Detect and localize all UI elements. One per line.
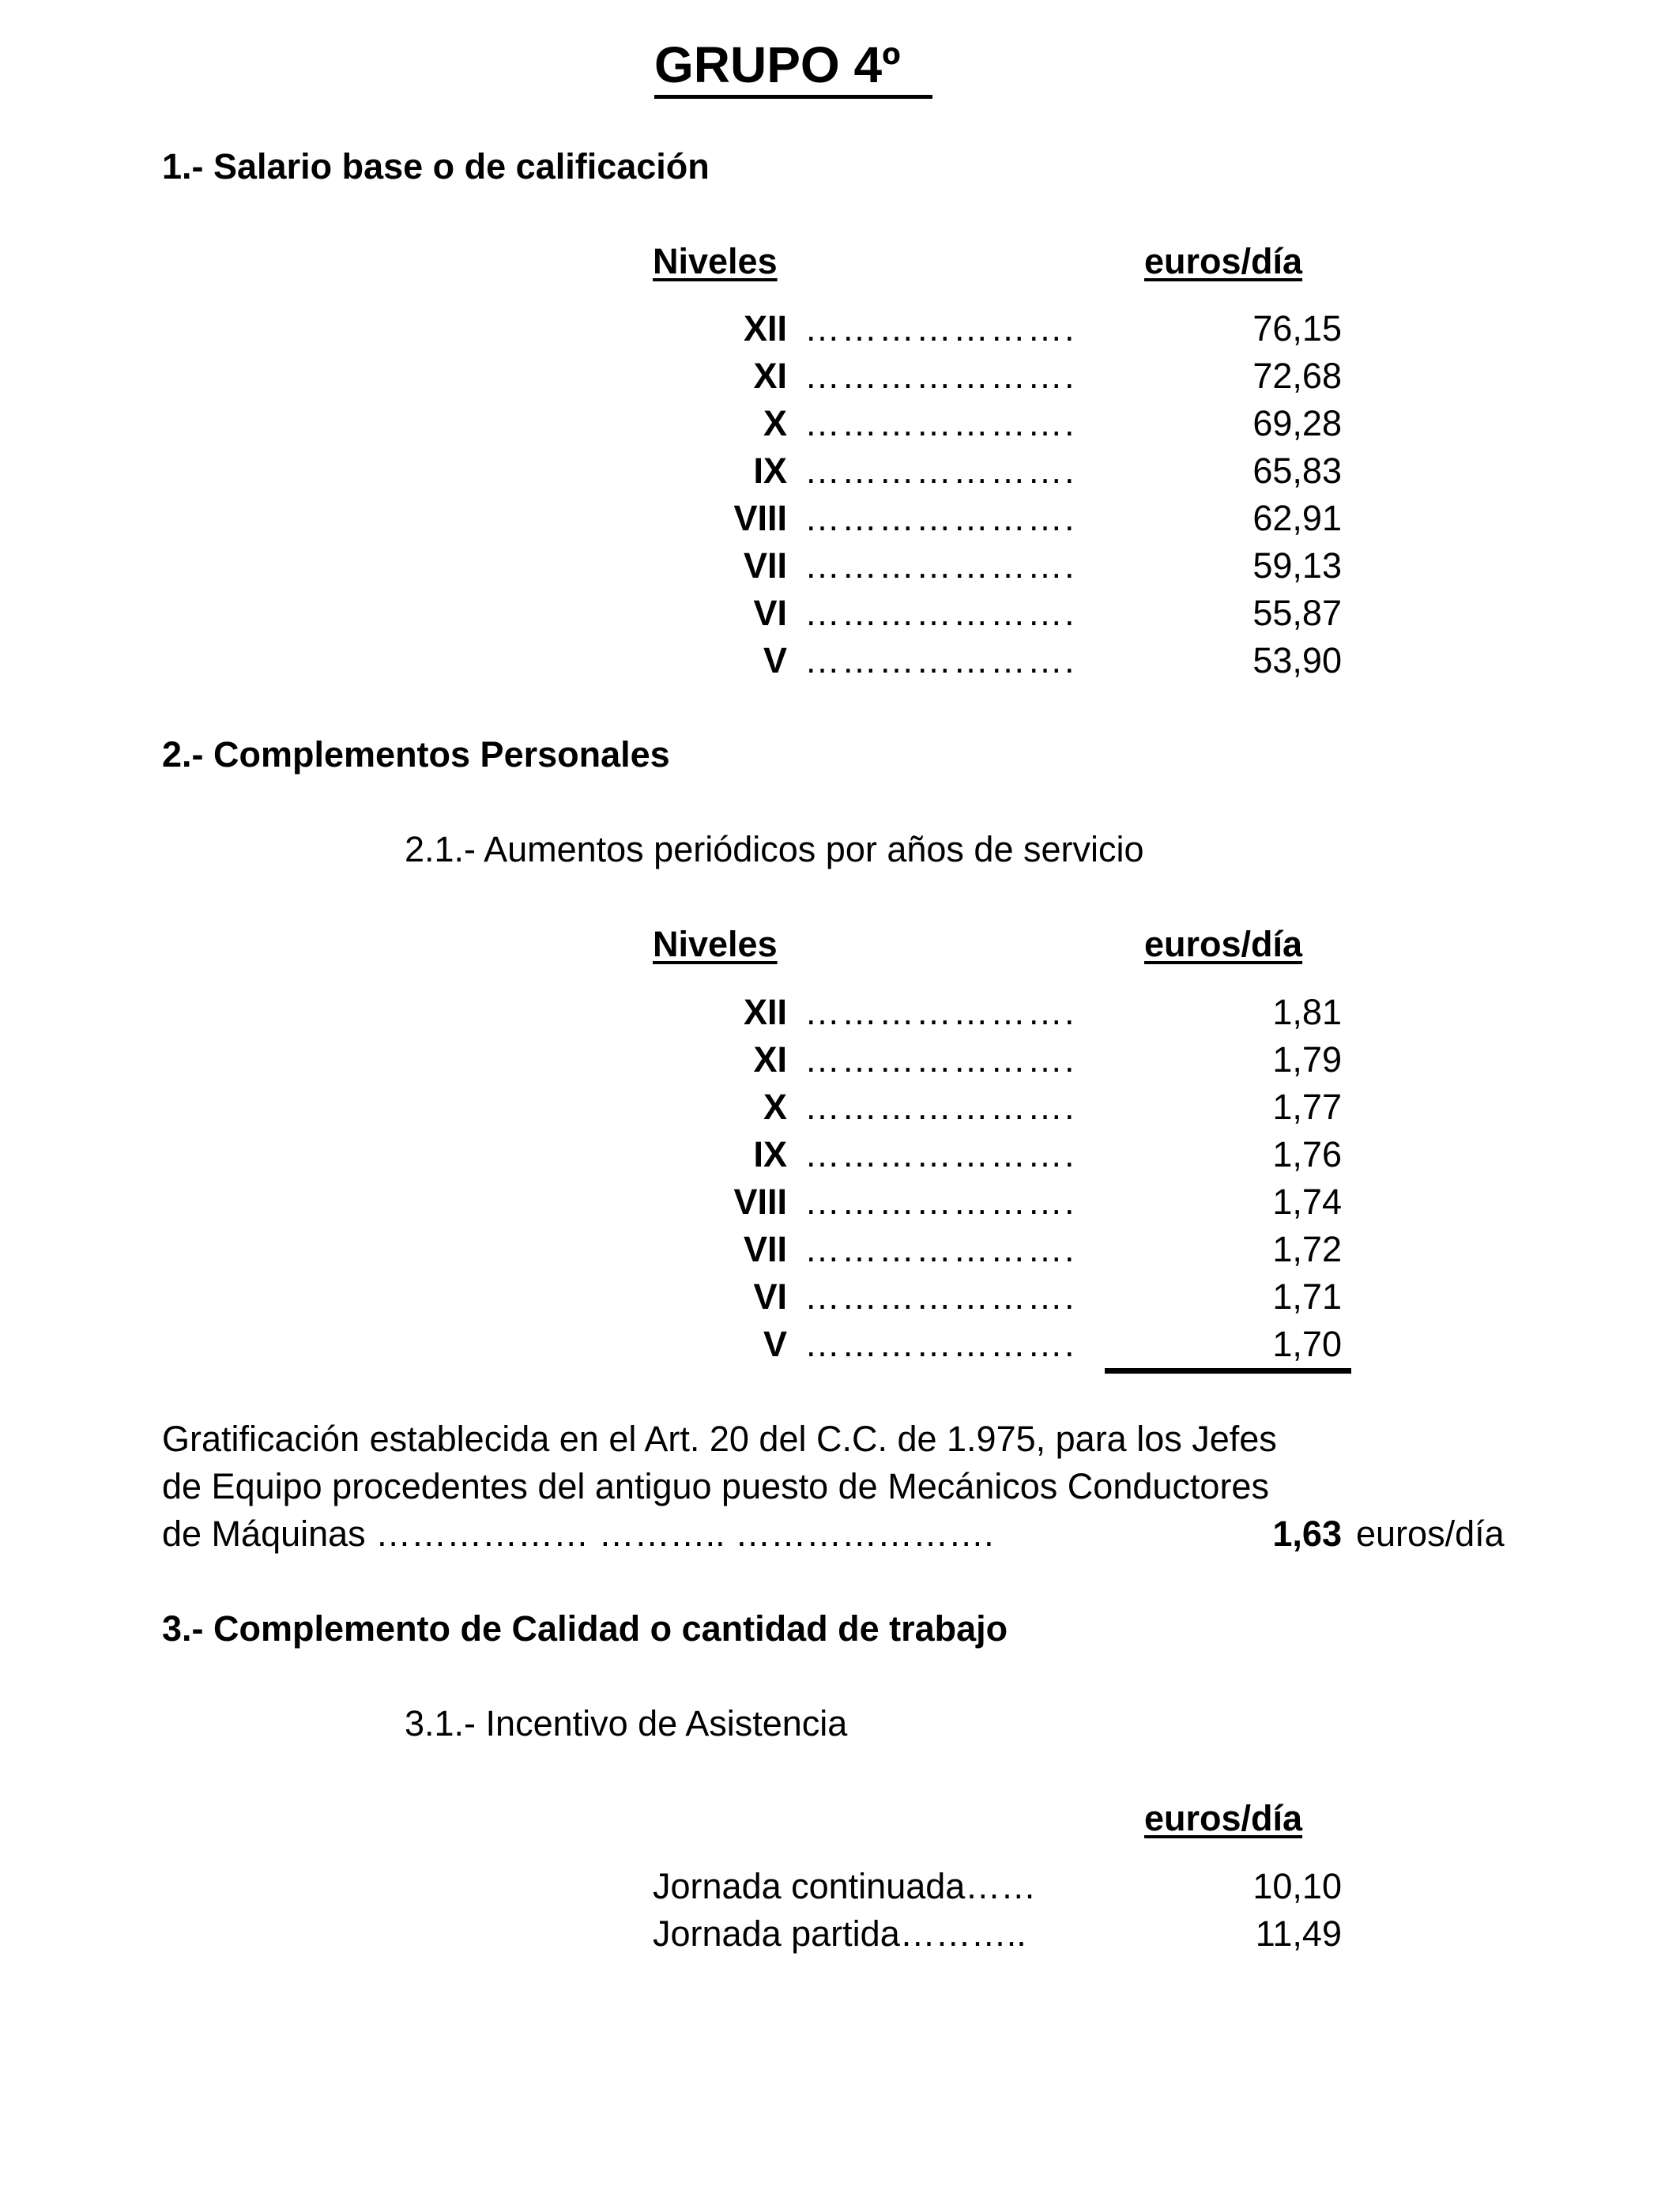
level-label: VI xyxy=(753,593,787,633)
gratification-line-1: Gratificación establecida en el Art. 20 del C.C. de 1.975, para los Jefes xyxy=(162,1419,1277,1459)
level-label: V xyxy=(763,1324,787,1364)
gratification-line-2: de Equipo procedentes del antiguo puesto de Mecánicos Conductores xyxy=(162,1466,1269,1506)
leader-dots: …………………. xyxy=(804,356,1076,396)
leader-dots: …………………. xyxy=(804,593,1076,633)
leader-dots: …………………. xyxy=(804,498,1076,538)
level-value: 53,90 xyxy=(1252,640,1342,680)
leader-dots: …………………. xyxy=(804,403,1076,443)
level-value: 1,76 xyxy=(1272,1134,1342,1174)
level-label: IX xyxy=(753,450,787,491)
section-3-subheading: 3.1.- Incentivo de Asistencia xyxy=(405,1703,848,1744)
shift-label: Jornada partida……….. xyxy=(653,1913,1026,1954)
level-value: 1,77 xyxy=(1272,1087,1342,1127)
leader-dots: …………………. xyxy=(804,1039,1076,1080)
level-label: XII xyxy=(743,992,787,1032)
level-value: 65,83 xyxy=(1252,450,1342,491)
section-2-heading: 2.- Complementos Personales xyxy=(162,734,670,775)
section-2-levels-header: Niveles xyxy=(653,924,778,964)
gratification-value: 1,63 xyxy=(1272,1514,1342,1554)
gratification-line-3: de Máquinas ……………… ……….. …………………. xyxy=(162,1514,994,1554)
leader-dots: …………………. xyxy=(804,640,1076,680)
level-label: V xyxy=(763,640,787,680)
level-value: 62,91 xyxy=(1252,498,1342,538)
leader-dots: …………………. xyxy=(804,1134,1076,1174)
level-value: 1,79 xyxy=(1272,1039,1342,1080)
level-value: 1,74 xyxy=(1272,1182,1342,1222)
section-3-unit-header: euros/día xyxy=(1144,1798,1303,1838)
leader-dots: …………………. xyxy=(804,308,1076,349)
level-value: 1,71 xyxy=(1272,1276,1342,1317)
leader-dots: …………………. xyxy=(804,1087,1076,1127)
section-1-levels-header: Niveles xyxy=(653,241,778,281)
level-value: 72,68 xyxy=(1252,356,1342,396)
level-value: 1,81 xyxy=(1272,992,1342,1032)
leader-dots: …………………. xyxy=(804,992,1076,1032)
shift-value: 10,10 xyxy=(1252,1866,1342,1906)
shift-value: 11,49 xyxy=(1255,1913,1342,1954)
level-label: X xyxy=(763,1087,787,1127)
level-label: XI xyxy=(753,356,787,396)
level-value: 69,28 xyxy=(1252,403,1342,443)
section-1-heading: 1.- Salario base o de calificación xyxy=(162,146,710,187)
level-label: VIII xyxy=(733,498,787,538)
level-label: XII xyxy=(743,308,787,349)
level-label: VIII xyxy=(733,1182,787,1222)
section-2-unit-header: euros/día xyxy=(1144,924,1303,964)
leader-dots: …………………. xyxy=(804,1182,1076,1222)
leader-dots: …………………. xyxy=(804,1229,1076,1269)
leader-dots: …………………. xyxy=(804,545,1076,586)
level-label: X xyxy=(763,403,787,443)
level-value: 59,13 xyxy=(1252,545,1342,586)
level-label: VII xyxy=(743,545,787,586)
level-value: 1,70 xyxy=(1272,1324,1342,1364)
gratification-unit: euros/día xyxy=(1356,1514,1505,1554)
level-label: XI xyxy=(753,1039,787,1080)
level-value: 76,15 xyxy=(1252,308,1342,349)
leader-dots: …………………. xyxy=(804,1324,1076,1364)
leader-dots: …………………. xyxy=(804,1276,1076,1317)
shift-label: Jornada continuada…… xyxy=(653,1866,1037,1906)
level-label: IX xyxy=(753,1134,787,1174)
level-label: VI xyxy=(753,1276,787,1317)
leader-dots: …………………. xyxy=(804,450,1076,491)
page-title: GRUPO 4º xyxy=(654,40,932,99)
section-2-subheading: 2.1.- Aumentos periódicos por años de servicio xyxy=(405,829,1144,869)
level-label: VII xyxy=(743,1229,787,1269)
level-value: 1,72 xyxy=(1272,1229,1342,1269)
total-rule xyxy=(1105,1368,1351,1374)
section-1-unit-header: euros/día xyxy=(1144,241,1303,281)
section-3-heading: 3.- Complemento de Calidad o cantidad de trabajo xyxy=(162,1608,1008,1649)
level-value: 55,87 xyxy=(1252,593,1342,633)
